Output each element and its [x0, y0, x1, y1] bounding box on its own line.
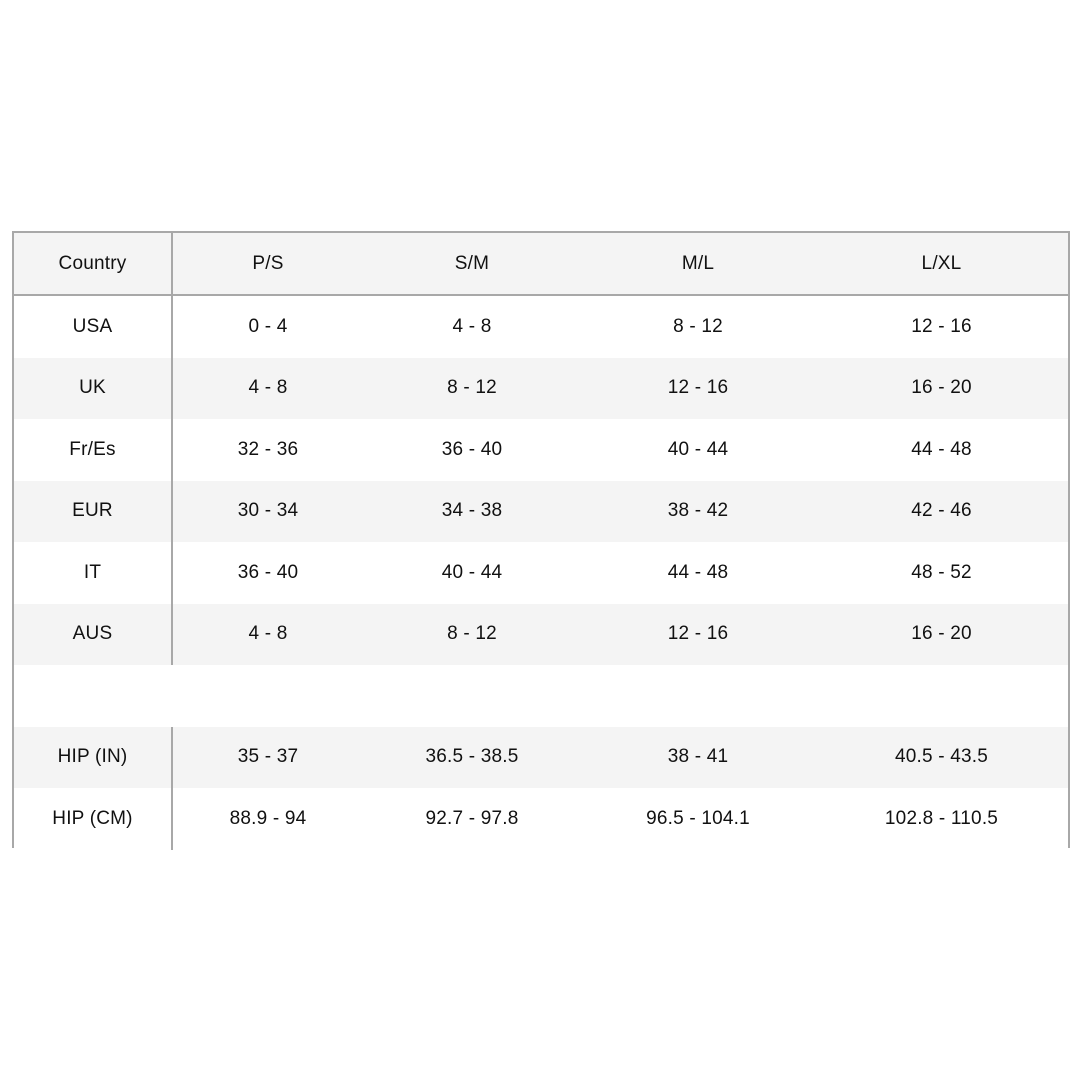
header-country: Country: [14, 233, 173, 294]
table-cell: 40 - 44: [441, 561, 503, 583]
row-label: HIP (CM): [14, 788, 173, 850]
table-row-hip-cm: [14, 788, 1068, 850]
table-cell: 88.9 - 94: [229, 807, 307, 829]
table-row-eur: [14, 481, 1068, 543]
table-cell: 4 - 8: [452, 315, 492, 337]
table-cell: 16 - 20: [911, 623, 972, 645]
row-label: IT: [14, 542, 173, 604]
row-label: USA: [14, 296, 173, 358]
row-label: AUS: [14, 604, 173, 666]
table-cell: 36 - 40: [237, 561, 299, 583]
table-cell: 8 - 12: [447, 377, 497, 399]
table-cell: 16 - 20: [911, 377, 972, 399]
table-row-it: [14, 542, 1068, 604]
table-cell: 30 - 34: [237, 500, 299, 522]
spacer-cell: [171, 665, 1068, 727]
table-cell: 0 - 4: [248, 315, 288, 337]
table-cell: 44 - 48: [667, 561, 729, 583]
table-cell: 12 - 16: [911, 315, 972, 337]
header-lxl: L/XL: [921, 252, 962, 274]
spacer-cell: [14, 665, 171, 727]
table-cell: 42 - 46: [911, 500, 972, 522]
table-cell: 40.5 - 43.5: [894, 746, 989, 768]
table-cell: 8 - 12: [673, 315, 723, 337]
header-ml: M/L: [681, 252, 715, 274]
row-label: Fr/Es: [14, 419, 173, 481]
table-cell: 8 - 12: [447, 623, 497, 645]
table-cell: 34 - 38: [441, 500, 503, 522]
table-cell: 96.5 - 104.1: [646, 807, 750, 829]
table-cell: 38 - 41: [667, 746, 729, 768]
table-row-hip-in: [14, 727, 1068, 789]
header-ps: P/S: [252, 252, 284, 274]
table-cell: 48 - 52: [911, 561, 972, 583]
table-cell: 36 - 40: [441, 438, 503, 460]
row-label: HIP (IN): [14, 727, 173, 789]
table-cell: 4 - 8: [248, 377, 288, 399]
table-cell: 38 - 42: [667, 500, 729, 522]
table-cell: 4 - 8: [248, 623, 288, 645]
header-sm: S/M: [454, 252, 490, 274]
table-cell: 40 - 44: [667, 438, 729, 460]
table-cell: 36.5 - 38.5: [425, 746, 519, 768]
table-row-aus: [14, 604, 1068, 666]
row-label: UK: [14, 358, 173, 420]
table-cell: 44 - 48: [911, 438, 972, 460]
row-label: EUR: [14, 481, 173, 543]
table-cell: 35 - 37: [237, 746, 299, 768]
table-cell: 12 - 16: [667, 377, 729, 399]
table-row-usa: [14, 296, 1068, 358]
table-cell: 92.7 - 97.8: [425, 807, 519, 829]
table-header-row: [14, 233, 1068, 296]
table-spacer-row: [14, 665, 1068, 727]
table-cell: 102.8 - 110.5: [884, 807, 999, 829]
size-chart-table: [12, 231, 1070, 848]
table-cell: 32 - 36: [237, 438, 299, 460]
table-row-uk: [14, 358, 1068, 420]
table-row-fr-es: [14, 419, 1068, 481]
table-cell: 12 - 16: [667, 623, 729, 645]
